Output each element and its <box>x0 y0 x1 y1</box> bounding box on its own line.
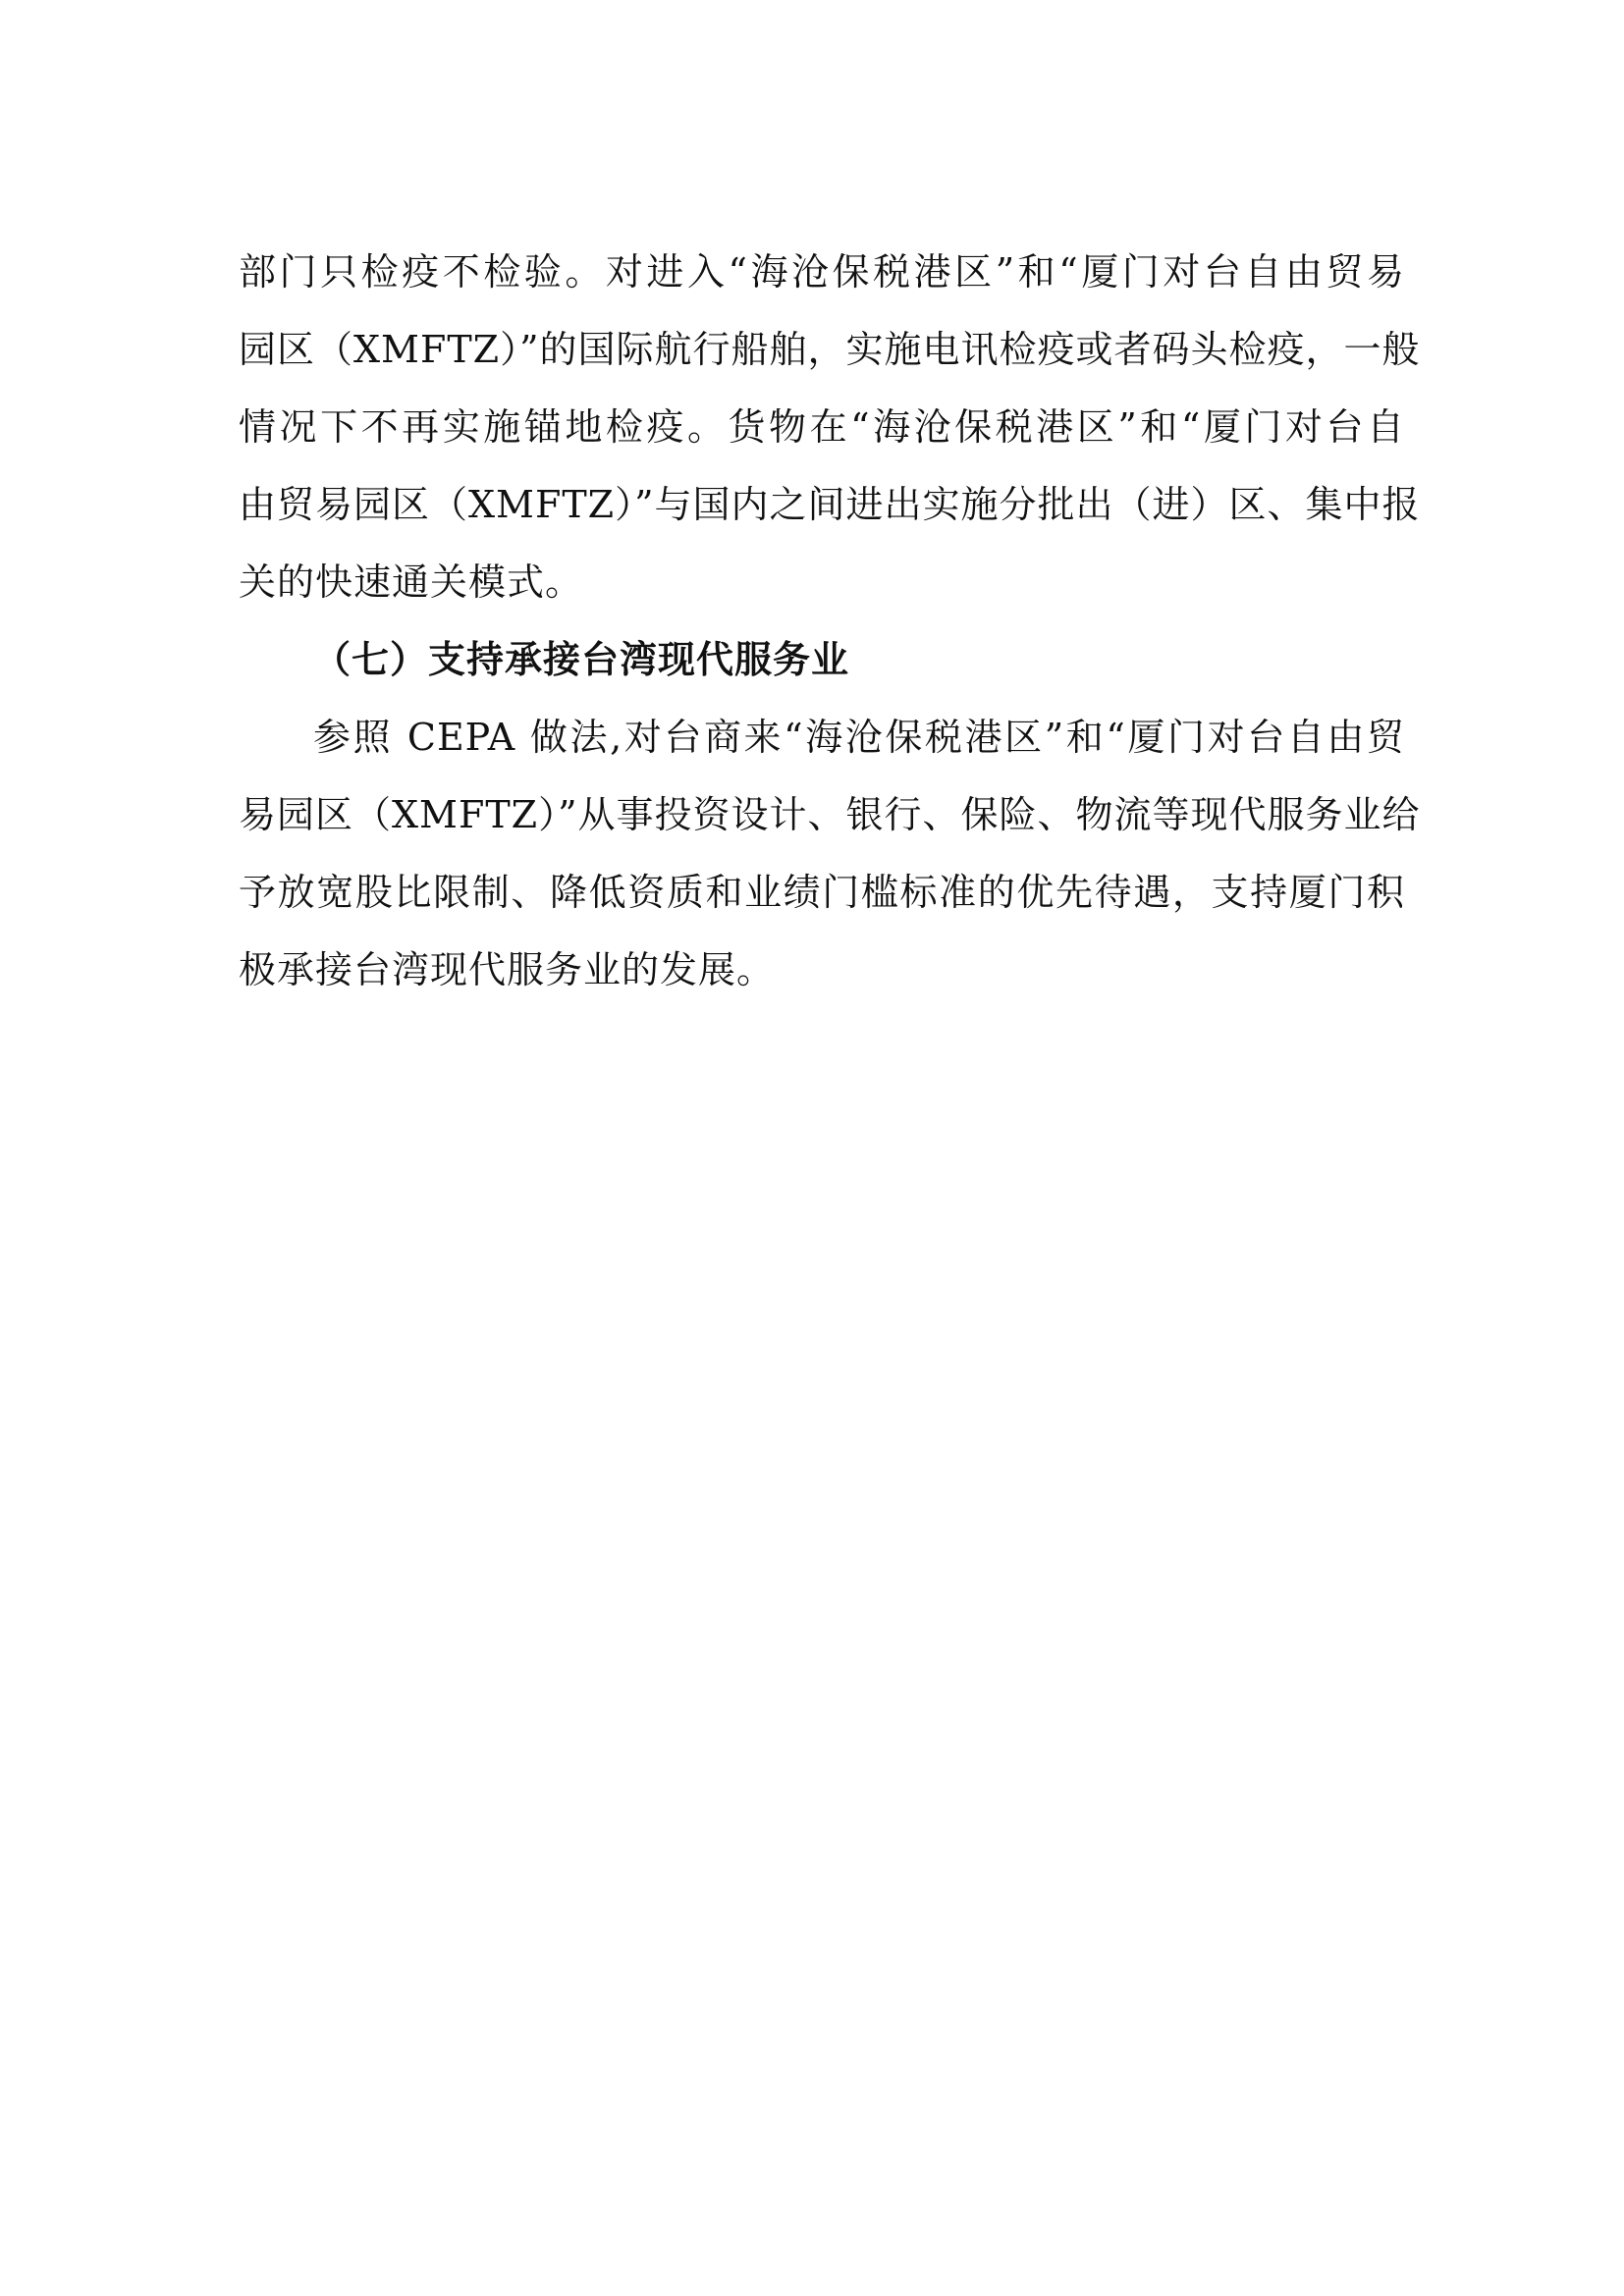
paragraph-line: 予放宽股比限制、降低资质和业绩门槛标准的优先待遇，支持厦门积 <box>239 871 1405 914</box>
paragraph-line: 情况下不再实施锚地检疫。货物在“海沧保税港区”和“厦门对台自 <box>239 405 1405 449</box>
document-body <box>239 234 1421 1009</box>
paragraph-line: 由贸易园区（XMFTZ）”与国内之间进出实施分批出（进）区、集中报 <box>239 483 1421 526</box>
paragraph-line: 极承接台湾现代服务业的发展。 <box>239 948 776 991</box>
section-heading: （七）支持承接台湾现代服务业 <box>313 638 850 681</box>
paragraph-line: 参照 CEPA 做法,对台商来“海沧保税港区”和“厦门对台自由贸 <box>313 716 1405 759</box>
paragraph-line: 园区（XMFTZ）”的国际航行船舶，实施电讯检疫或者码头检疫，一般 <box>239 328 1421 371</box>
paragraph-line: 部门只检疫不检验。对进入“海沧保税港区”和“厦门对台自由贸易 <box>239 250 1405 294</box>
paragraph-services <box>239 699 1421 1009</box>
paragraph-line: 易园区（XMFTZ）”从事投资设计、银行、保险、物流等现代服务业给 <box>239 793 1421 836</box>
paragraph-inspection <box>239 234 1421 621</box>
paragraph-line: 关的快速通关模式。 <box>239 561 584 604</box>
